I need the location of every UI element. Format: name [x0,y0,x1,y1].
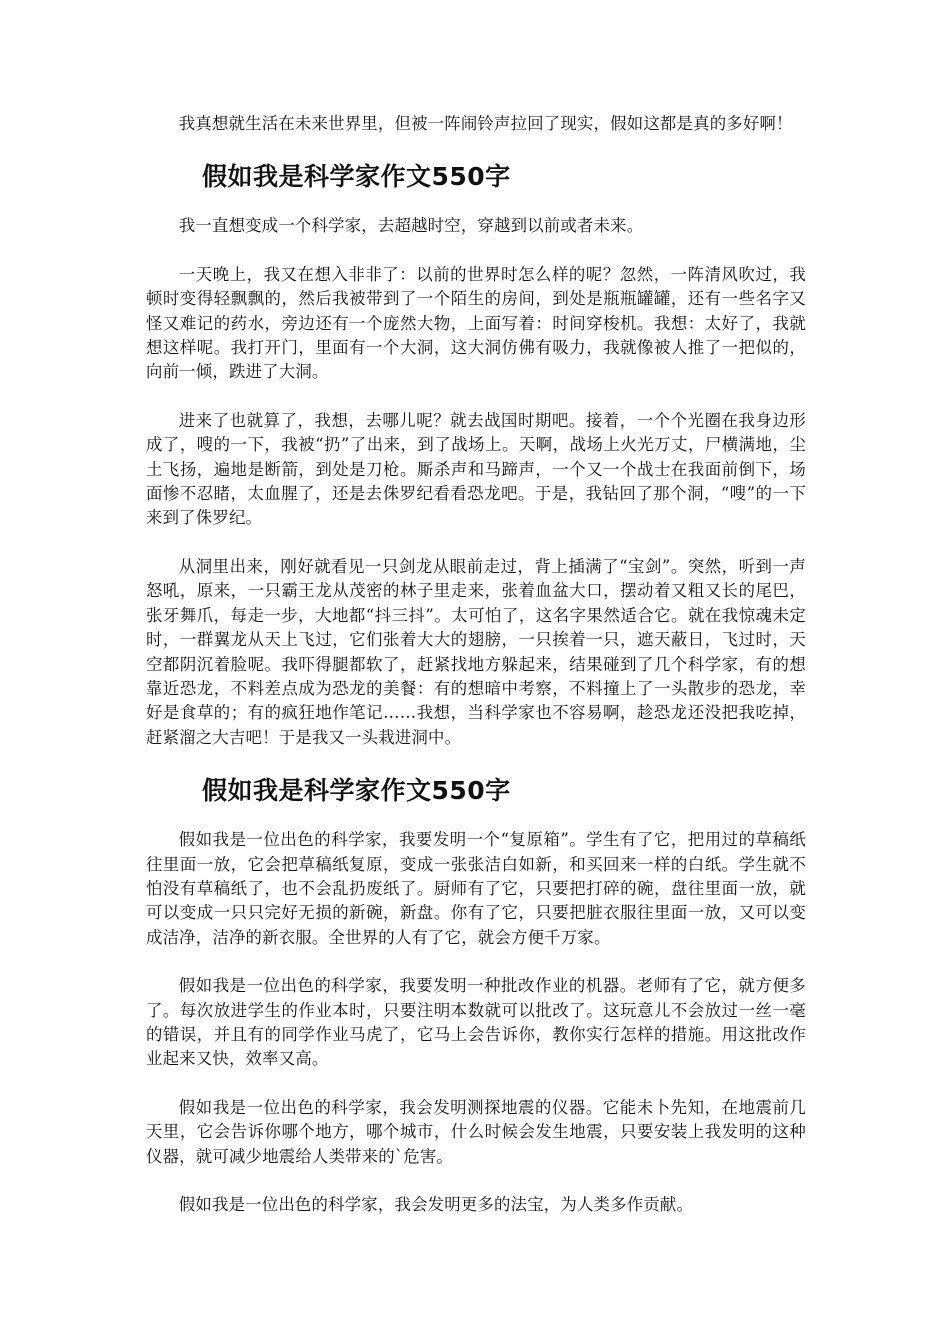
body-paragraph: 假如我是一位出色的科学家，我会发明测探地震的仪器。它能未卜先知，在地震前几天里，它会告诉你哪个地方，哪个城市，什么时候会发生地震，只要安装上我发明的这种仪器，就可减少地震给人类带来的`危害。 [146,1097,806,1166]
document-page [146,112,806,1241]
intro-paragraph: 我真想就生活在未来世界里，但被一阵闹铃声拉回了现实，假如这都是真的多好啊！ [178,114,793,133]
body-paragraph: 假如我是一位出色的科学家，我要发明一种批改作业的机器。老师有了它，就方便多了。每次放进学生的作业本时，只要注明本数就可以批改了。这玩意儿不会放过一丝一毫的错误，并且有的同学作业马虎了，它马上会告诉你，教你实行怎样的措施。用这批改作业起来又快，效率又高。 [146,976,806,1069]
body-paragraph: 进来了也就算了，我想，去哪儿呢？就去战国时期吧。接着，一个个光圈在我身边形成了，嗖的一下，我被“扔”了出来，到了战场上。天啊，战场上火光万丈，尸横满地，尘土飞扬，遍地是断箭，到处是刀枪。厮杀声和马蹄声，一个又一个战士在我面前倒下，场面惨不忍睹，太血腥了，还是去侏罗纪看看恐龙吧。于是，我钻回了那个洞，“嗖”的一下来到了侏罗纪。 [146,410,806,528]
body-paragraph: 一天晚上，我又在想入非非了：以前的世界时怎么样的呢？忽然，一阵清风吹过，我顿时变得轻飘飘的，然后我被带到了一个陌生的房间，到处是瓶瓶罐罐，还有一些名字又怪又难记的药水，旁边还有一个庞然大物，上面写着：时间穿梭机。我想：太好了，我就想这样呢。我打开门，里面有一个大洞，这大洞仿佛有吸力，我就像被人推了一把似的，向前一倾，跌进了大洞。 [146,264,806,382]
body-paragraph: 假如我是一位出色的科学家，我要发明一个“复原箱”。学生有了它，把用过的草稿纸往里面一放，它会把草稿纸复原，变成一张张洁白如新，和买回来一样的白纸。学生就不怕没有草稿纸了，也不会乱扔废纸了。厨师有了它，只要把打碎的碗，盘往里面一放，就可以变成一只只完好无损的新碗，新盘。你有了它，只要把脏衣服往里面一放，又可以变成洁净，洁净的新衣服。全世界的人有了它，就会方便千万家。 [146,830,806,947]
body-paragraph: 从洞里出来，刚好就看见一只剑龙从眼前走过，背上插满了“宝剑”。突然，听到一声怒吼，原来，一只霸王龙从茂密的林子里走来，张着血盆大口，摆动着又粗又长的尾巴，张牙舞爪，每走一步，大地都“抖三抖”。太可怕了，这名字果然适合它。就在我惊魂未定时，一群翼龙从天上飞过，它们张着大大的翅膀，一只挨着一只，遮天蔽日，飞过时，天空都阴沉着脸呢。我吓得腿都软了，赶紧找地方躲起来，结果碰到了几个科学家，有的想靠近恐龙，不料差点成为恐龙的美餐：有的想暗中考察，不料撞上了一头散步的恐龙，幸好是食草的；有的疯狂地作笔记……我想，当科学家也不容易啊，趁恐龙还没把我吃掉，赶紧溜之大吉吧！于是我又一头栽进洞中。 [146,556,806,747]
body-paragraph: 我一直想变成一个科学家，去超越时空，穿越到以前或者未来。 [178,216,644,236]
body-paragraph: 假如我是一位出色的科学家，我会发明更多的法宝，为人类多作贡献。 [178,1195,694,1214]
section-title: 假如我是科学家作文550字 [202,776,511,806]
section-title: 假如我是科学家作文550字 [202,162,511,192]
